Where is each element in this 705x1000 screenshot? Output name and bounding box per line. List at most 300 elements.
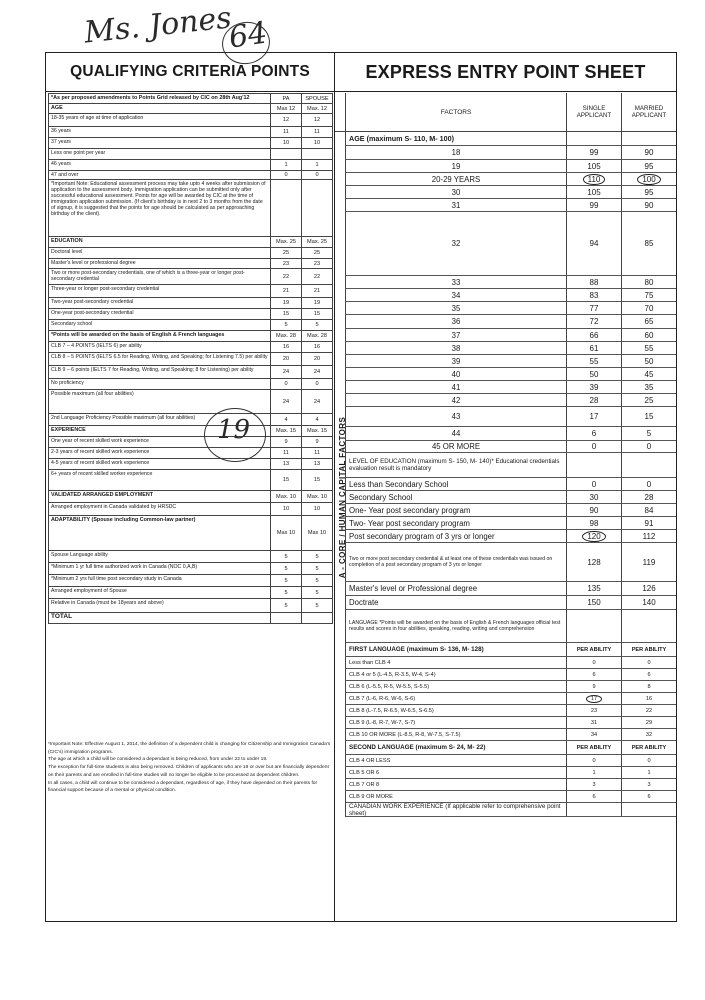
spouse-points: 5 — [302, 599, 333, 612]
single-points: 31 — [566, 717, 621, 728]
pa-points: 11 — [271, 448, 302, 458]
single-points — [566, 610, 621, 642]
factor-label: CLB 5 OR 6 — [349, 769, 380, 776]
spouse-points: 0 — [302, 171, 333, 179]
table-header — [335, 93, 676, 132]
factor-row — [345, 427, 676, 441]
married-points: 119 — [621, 543, 676, 581]
factor-label: 42 — [451, 395, 461, 405]
criteria-row — [48, 247, 333, 258]
married-points: 60 — [621, 329, 676, 341]
factor-row — [345, 791, 676, 803]
factor-row — [345, 394, 676, 407]
criteria-row — [48, 490, 333, 502]
spouse-points: 5 — [302, 575, 333, 586]
circled-value: 120 — [582, 531, 605, 542]
spouse-points: Max. 10 — [302, 491, 333, 502]
criteria-row — [48, 148, 333, 159]
factor-row — [345, 596, 676, 610]
criteria-row — [48, 502, 333, 515]
criteria-label: Spouse Language ability — [49, 551, 271, 562]
spouse-points: 10 — [302, 503, 333, 515]
factor-row — [345, 517, 676, 530]
single-points: 99 — [566, 199, 621, 211]
criteria-row — [48, 159, 333, 170]
factor-label: 32 — [451, 239, 461, 248]
single-points: 6 — [566, 791, 621, 802]
married-points: 15 — [621, 407, 676, 426]
single-points: 128 — [566, 543, 621, 581]
criteria-label: CLB 7 – 4 POINTS (IELTS 6) per ability — [49, 342, 271, 352]
single-points — [566, 132, 621, 145]
factor-label: CLB 7 (L-6, R-6, W-6, S-6) — [349, 695, 416, 702]
pa-points: 5 — [271, 563, 302, 574]
factor-row — [345, 669, 676, 681]
spouse-points: 15 — [302, 470, 333, 490]
criteria-label: Doctoral level — [49, 248, 271, 258]
spouse-points: 22 — [302, 269, 333, 284]
single-points: 9 — [566, 681, 621, 692]
single-points — [566, 693, 621, 704]
factor-row — [345, 729, 676, 741]
factor-row — [345, 173, 676, 186]
single-points: 1 — [566, 767, 621, 778]
married-points — [621, 173, 676, 185]
married-points: 5 — [621, 427, 676, 440]
single-points — [566, 173, 621, 185]
criteria-label: Arranged employment of Spouse — [49, 587, 271, 598]
criteria-label: No proficiency — [49, 379, 271, 389]
single-points: 23 — [566, 705, 621, 716]
single-points: 0 — [566, 441, 621, 452]
pa-points: 5 — [271, 575, 302, 586]
factor-label: CLB 8 (L-7.5, R-6.5, W-6.5, S-6.5) — [349, 707, 434, 714]
circled-value: 100 — [637, 174, 660, 185]
married-points: 90 — [621, 199, 676, 211]
single-points: 17 — [566, 407, 621, 426]
criteria-row — [48, 562, 333, 574]
married-points: 140 — [621, 596, 676, 609]
married-points: 85 — [621, 212, 676, 275]
married-points: 25 — [621, 394, 676, 406]
factor-label: 36 — [451, 317, 461, 326]
dependent-child-notes — [48, 741, 331, 795]
factor-row — [345, 355, 676, 368]
married-points: 35 — [621, 381, 676, 393]
married-points: 50 — [621, 355, 676, 367]
circled-value: 17 — [586, 695, 602, 703]
married-points — [621, 453, 676, 477]
factor-label: Less than Secondary School — [349, 479, 449, 489]
married-points: 22 — [621, 705, 676, 716]
single-points: 150 — [566, 596, 621, 609]
married-points: 75 — [621, 289, 676, 301]
factor-row — [345, 657, 676, 669]
single-points: 105 — [566, 186, 621, 198]
single-points: 50 — [566, 368, 621, 380]
spouse-points: 11 — [302, 127, 333, 137]
handwritten-name: Ms. Jones — [82, 0, 234, 51]
criteria-label: ADAPTABILITY (Spouse including Common-law partner) — [49, 516, 271, 550]
factor-label: Secondary School — [349, 492, 413, 502]
single-points: 55 — [566, 355, 621, 367]
handwritten-circle-mark — [204, 408, 266, 462]
spouse-points: Max. 15 — [302, 426, 333, 436]
spouse-points: 13 — [302, 459, 333, 469]
factor-row — [345, 160, 676, 173]
criteria-label: EXPERIENCE — [49, 426, 271, 436]
married-points: 8 — [621, 681, 676, 692]
factor-label: CLB 4 or 5 (L-4.5, R-3.5, W-4, S-4) — [349, 671, 436, 678]
criteria-label: Less one point per year — [49, 149, 271, 159]
handwritten-circled-number: 19 — [217, 415, 251, 445]
factor-row — [345, 276, 676, 289]
note-paragraph: The exception for full-time students is also being removed. Children of applicants who are 19 or over but are financially dependent on their parents and are enrolled in full-time studies will no longer be eligible to be processed as dependent children. — [48, 765, 329, 778]
single-points: 39 — [566, 381, 621, 393]
criteria-row — [48, 297, 333, 308]
criteria-label: Arranged employment in Canada validated by HRSDC — [49, 503, 271, 515]
criteria-label: CLB 9 – 6 points (IELTS 7 for Reading, Writing, and Speaking; 8 for Listening) per ability — [49, 366, 271, 378]
factor-row — [345, 543, 676, 582]
spouse-points: 25 — [302, 248, 333, 258]
spouse-points: Max. 12 — [302, 104, 333, 113]
factor-row — [345, 453, 676, 478]
factor-label: 30 — [451, 187, 461, 197]
criteria-label: One year of recent skilled work experience — [49, 437, 271, 447]
criteria-label: Secondary school — [49, 320, 271, 330]
married-points: 91 — [621, 517, 676, 529]
factor-label: One- Year post secondary program — [349, 505, 471, 515]
married-points — [621, 803, 676, 816]
spouse-points: Max 10 — [302, 516, 333, 550]
criteria-label: One-year post-secondary credential — [49, 309, 271, 319]
pa-points: 20 — [271, 353, 302, 365]
factor-label: CLB 6 (L-5.5, R-5, W-5.5, S-5.5) — [349, 683, 430, 690]
married-points: 95 — [621, 186, 676, 198]
criteria-row — [48, 425, 333, 436]
factor-row — [345, 530, 676, 543]
criteria-row — [48, 126, 333, 137]
pa-points: Max. 28 — [271, 331, 302, 341]
factor-label: 38 — [451, 343, 461, 353]
single-points: 90 — [566, 504, 621, 516]
married-header: MARRIED APPLICANT — [621, 93, 676, 131]
factor-label: 45 OR MORE — [431, 442, 481, 451]
factor-label: CLB 9 (L-8, R-7, W-7, S-7) — [349, 719, 416, 726]
factor-row — [345, 329, 676, 342]
spouse-points: 10 — [302, 138, 333, 148]
spouse-points: 20 — [302, 353, 333, 365]
criteria-row — [48, 598, 333, 612]
factor-row — [345, 186, 676, 199]
criteria-label: CLB 8 – 5 POINTS (IELTS 6.5 for Reading, Writing, and Speaking; for Listening 7.5) per ability — [49, 353, 271, 365]
factor-rows — [345, 132, 676, 817]
factor-label: CLB 9 OR MORE — [349, 793, 393, 800]
qualifying-criteria-panel — [46, 53, 335, 921]
married-points: 0 — [621, 441, 676, 452]
factor-label: 18 — [451, 148, 461, 157]
pa-points: 23 — [271, 259, 302, 268]
criteria-row — [48, 413, 333, 425]
spouse-points: 19 — [302, 298, 333, 308]
core-factors-label: A - CORE / HUMAN CAPITAL FACTORS — [338, 416, 348, 578]
married-points: 95 — [621, 160, 676, 172]
factor-row — [345, 342, 676, 355]
married-points: 28 — [621, 491, 676, 503]
criteria-label: Three-year or longer post-secondary credential — [49, 285, 271, 297]
pa-points: Max. 10 — [271, 491, 302, 502]
factor-row — [345, 803, 676, 817]
factor-row — [345, 212, 676, 276]
single-points: 98 — [566, 517, 621, 529]
criteria-label: AGE — [49, 104, 271, 113]
pa-points: 10 — [271, 503, 302, 515]
single-points: 28 — [566, 394, 621, 406]
single-points: 105 — [566, 160, 621, 172]
qualifying-criteria-title: QUALIFYING CRITERIA POINTS — [46, 53, 334, 92]
married-points: PER ABILITY — [621, 643, 676, 656]
pa-points: 13 — [271, 459, 302, 469]
single-points: 135 — [566, 582, 621, 595]
married-points: 3 — [621, 779, 676, 790]
criteria-row — [48, 170, 333, 179]
pa-points: 15 — [271, 470, 302, 490]
spouse-points: Max. 28 — [302, 331, 333, 341]
factor-row — [345, 146, 676, 160]
criteria-label: *As per proposed amendments to Points Grid released by CIC on 28th Aug'12 — [49, 94, 271, 103]
pa-points — [271, 613, 302, 623]
factor-row — [345, 610, 676, 643]
factor-label: Doctrate — [349, 598, 379, 607]
criteria-label: EDUCATION — [49, 237, 271, 247]
pa-points: 10 — [271, 138, 302, 148]
single-points: 6 — [566, 669, 621, 680]
factor-row — [345, 478, 676, 491]
married-points: 0 — [621, 755, 676, 766]
pa-points: 1 — [271, 160, 302, 170]
criteria-row — [48, 515, 333, 550]
criteria-row — [48, 284, 333, 297]
factor-label: 20-29 YEARS — [431, 174, 481, 184]
married-points: 16 — [621, 693, 676, 704]
criteria-row — [48, 365, 333, 378]
criteria-row — [48, 268, 333, 284]
criteria-label: 2nd Language Proficiency Possible maximum (all four abilities) — [49, 414, 271, 425]
single-points: 83 — [566, 289, 621, 301]
note-paragraph: In all cases, a child will continue to be considered a dependant, regardless of age, if they have depended on their parents for financial support because of a mental or physical condition. — [48, 780, 318, 794]
single-points — [566, 803, 621, 816]
single-points: 0 — [566, 755, 621, 766]
pa-points: 4 — [271, 414, 302, 425]
spouse-points: 5 — [302, 563, 333, 574]
criteria-row — [48, 258, 333, 268]
spouse-points: 12 — [302, 114, 333, 126]
pa-points: 21 — [271, 285, 302, 297]
single-points: 0 — [566, 657, 621, 668]
criteria-label: *Minimum 2 yrs full time post secondary study in Canada — [49, 575, 271, 586]
married-points: 84 — [621, 504, 676, 516]
factor-label: Master's level or Professional degree — [349, 584, 478, 593]
criteria-row — [48, 458, 333, 469]
criteria-row — [48, 93, 333, 103]
single-points: 72 — [566, 315, 621, 328]
factor-label: 19 — [451, 161, 461, 171]
criteria-label: Two-year post-secondary credential — [49, 298, 271, 308]
express-entry-panel — [335, 53, 676, 921]
single-points: 3 — [566, 779, 621, 790]
spouse-points: 16 — [302, 342, 333, 352]
pa-points — [271, 180, 302, 236]
factor-label: Two or more post secondary credential & at least one of these credentials was issued on completion of a post secondary program of 3 yrs or longer — [349, 556, 553, 568]
pa-points: 12 — [271, 114, 302, 126]
criteria-row — [48, 378, 333, 389]
spouse-points: 11 — [302, 448, 333, 458]
married-points: 0 — [621, 478, 676, 490]
criteria-row — [48, 319, 333, 330]
factor-label: 35 — [451, 303, 461, 313]
single-points: 6 — [566, 427, 621, 440]
factor-label: AGE (maximum S- 110, M- 100) — [349, 134, 455, 143]
criteria-row — [48, 179, 333, 236]
pa-points: 19 — [271, 298, 302, 308]
criteria-label: 18-35 years of age at time of application — [49, 114, 271, 126]
criteria-label: Two or more post-secondary credentials, one of which is a three-year or longer post-secondary credential — [49, 269, 271, 284]
factor-label: CLB 7 OR 8 — [349, 781, 380, 788]
married-points: 45 — [621, 368, 676, 380]
married-points: 80 — [621, 276, 676, 288]
factor-label: CANADIAN WORK EXPERIENCE (If applicable refer to comprehensive point sheet) — [349, 802, 561, 817]
single-points: 66 — [566, 329, 621, 341]
single-points: 30 — [566, 491, 621, 503]
single-points: 0 — [566, 478, 621, 490]
note-paragraph: The age at which a child will be considered a dependant is being reduced, from under 22 to under 19. — [48, 757, 268, 763]
pa-points: 15 — [271, 309, 302, 319]
married-points: 32 — [621, 729, 676, 740]
factor-row — [345, 717, 676, 729]
criteria-label: *Minimum 1 yr full time authorized work in Canada (NOC 0,A,B) — [49, 563, 271, 574]
criteria-label: 47 and over — [49, 171, 271, 179]
married-points: 55 — [621, 342, 676, 354]
criteria-row — [48, 469, 333, 490]
pa-points: 25 — [271, 248, 302, 258]
factor-row — [345, 491, 676, 504]
factor-row — [345, 643, 676, 657]
criteria-row — [48, 103, 333, 113]
qualifying-criteria-table — [48, 93, 333, 624]
factor-label: LANGUAGE *Points will be awarded on the basis of English & French languages official test results and scores in four abilities, speaking, reading, writing and comprehension — [349, 620, 561, 632]
spouse-points: Max. 25 — [302, 237, 333, 247]
criteria-row — [48, 341, 333, 352]
factor-row — [345, 315, 676, 329]
factor-row — [345, 741, 676, 755]
factor-label: 37 — [451, 330, 461, 340]
express-entry-title: EXPRESS ENTRY POINT SHEET — [335, 53, 676, 92]
criteria-row — [48, 612, 333, 624]
criteria-row — [48, 113, 333, 126]
factor-label: 34 — [451, 290, 461, 300]
pa-points: 5 — [271, 551, 302, 562]
factor-row — [345, 132, 676, 146]
single-points — [566, 453, 621, 477]
factor-label: CLB 4 OR LESS — [349, 757, 391, 764]
married-points: 90 — [621, 146, 676, 159]
spouse-points — [302, 149, 333, 159]
factor-row — [345, 504, 676, 517]
factor-row — [345, 289, 676, 302]
pa-points: 0 — [271, 379, 302, 389]
factor-row — [345, 755, 676, 767]
married-points: 6 — [621, 791, 676, 802]
spouse-points: 24 — [302, 390, 333, 413]
spouse-points: 4 — [302, 414, 333, 425]
criteria-label: VALIDATED ARRANGED EMPLOYMENT — [49, 491, 271, 502]
pa-points: 5 — [271, 599, 302, 612]
criteria-label: 6+ years of recent skilled worker experience — [49, 470, 271, 490]
factor-row — [345, 582, 676, 596]
factors-header: FACTORS — [345, 93, 566, 131]
factor-label: CLB 10 OR MORE (L-8.5, R-8, W-7.5, S-7.5) — [349, 731, 461, 738]
factor-row — [345, 693, 676, 705]
single-points: PER ABILITY — [566, 741, 621, 754]
factor-label: FIRST LANGUAGE (maximum S- 136, M- 128) — [349, 646, 484, 653]
criteria-row — [48, 330, 333, 341]
spouse-points: SPOUSE — [302, 94, 333, 103]
factor-label: 44 — [451, 429, 461, 438]
criteria-row — [48, 447, 333, 458]
criteria-row — [48, 550, 333, 562]
factor-label: Two- Year post secondary program — [349, 518, 470, 528]
married-points — [621, 132, 676, 145]
factor-row — [345, 779, 676, 791]
criteria-label: 46 years — [49, 160, 271, 170]
pa-points: 9 — [271, 437, 302, 447]
criteria-row — [48, 308, 333, 319]
spouse-points: 0 — [302, 379, 333, 389]
married-points: 65 — [621, 315, 676, 328]
circled-value: 110 — [583, 174, 606, 185]
married-points: 112 — [621, 530, 676, 542]
criteria-label: Master's level or professional degree — [49, 259, 271, 268]
married-points: 29 — [621, 717, 676, 728]
spouse-points — [302, 180, 333, 236]
criteria-label: 36 years — [49, 127, 271, 137]
single-points: 99 — [566, 146, 621, 159]
factor-label: 40 — [451, 369, 461, 379]
single-points: 77 — [566, 302, 621, 314]
express-entry-table — [335, 93, 676, 817]
factor-label: LEVEL OF EDUCATION (maximum S- 150, M- 140)* Educational credentials evaluation result is mandatory — [349, 458, 560, 472]
spouse-points: 21 — [302, 285, 333, 297]
factor-label: Less than CLB 4 — [349, 659, 391, 666]
pa-points — [271, 149, 302, 159]
pa-points: 5 — [271, 320, 302, 330]
spouse-points: 5 — [302, 587, 333, 598]
factor-row — [345, 407, 676, 427]
spouse-points: 5 — [302, 551, 333, 562]
single-points: 34 — [566, 729, 621, 740]
single-header: SINGLE APPLICANT — [566, 93, 621, 131]
factor-row — [345, 199, 676, 212]
factor-label: Post secondary program of 3 yrs or longer — [349, 531, 495, 541]
spouse-points: 23 — [302, 259, 333, 268]
criteria-label: Relative in Canada (must be 18years and above) — [49, 599, 271, 612]
factor-row — [345, 381, 676, 394]
criteria-label: 2-3 years of recent skilled work experience — [49, 448, 271, 458]
factor-row — [345, 368, 676, 381]
single-points — [566, 530, 621, 542]
pa-points: 5 — [271, 587, 302, 598]
spouse-points: 1 — [302, 160, 333, 170]
